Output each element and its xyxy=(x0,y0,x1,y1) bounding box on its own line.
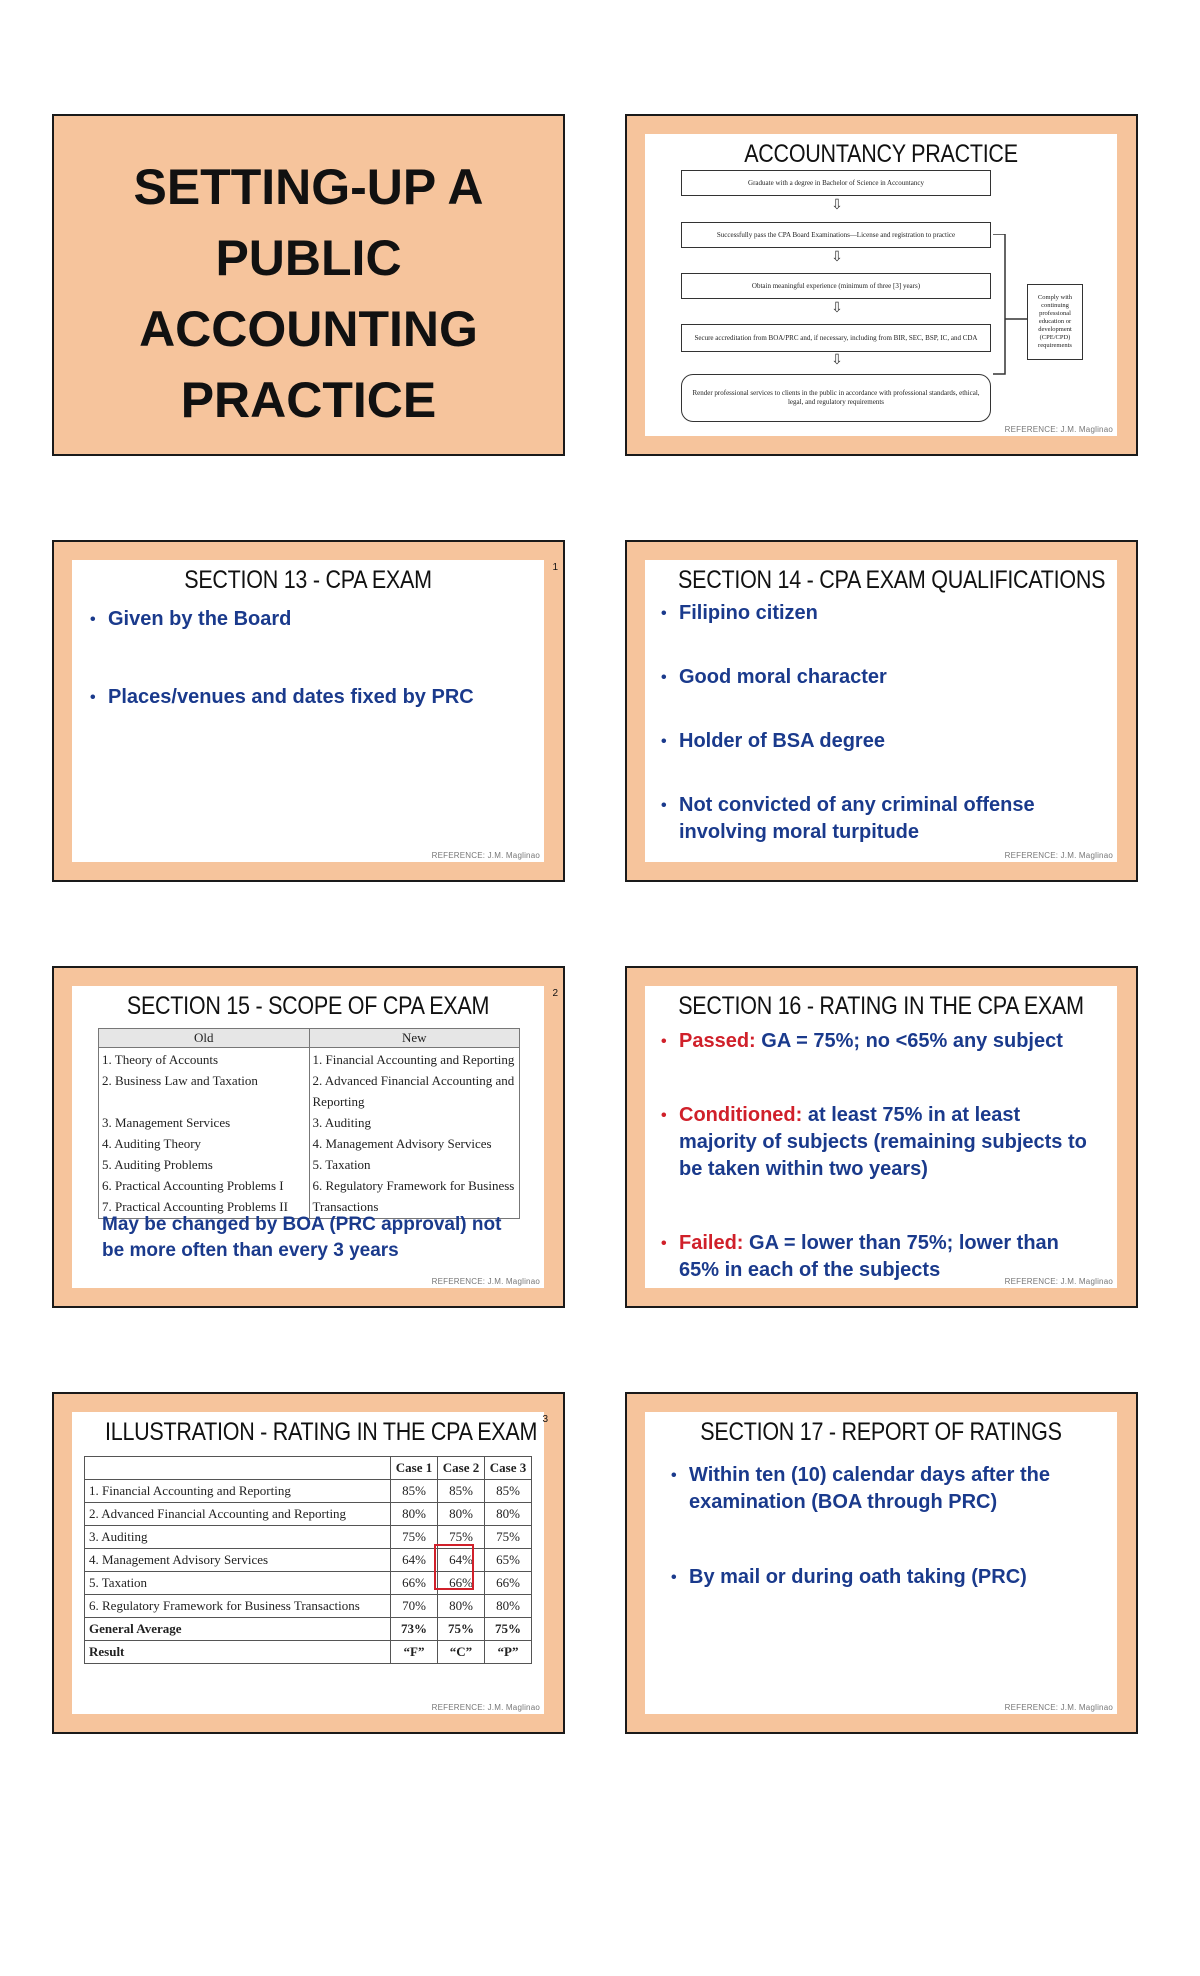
summary-label: Result xyxy=(85,1641,391,1664)
reference-note: REFERENCE: J.M. Maglinao xyxy=(1004,1277,1113,1286)
slide-section-13 xyxy=(52,540,565,882)
list-item: 6. Practical Accounting Problems I xyxy=(102,1178,284,1193)
slide-content xyxy=(72,1412,548,1714)
reference-note: REFERENCE: J.M. Maglinao xyxy=(431,1277,540,1286)
table-header: Old xyxy=(99,1029,310,1048)
slide-cover xyxy=(52,114,565,456)
slide-content xyxy=(645,986,1117,1288)
reference-note: REFERENCE: J.M. Maglinao xyxy=(1004,851,1113,860)
rating-label: Passed: xyxy=(679,1030,756,1052)
score-cell: 85% xyxy=(438,1480,485,1503)
score-cell: 80% xyxy=(485,1595,532,1618)
score-cell: 73% xyxy=(391,1618,438,1641)
score-cell: 80% xyxy=(391,1503,438,1526)
slide-title: SECTION 14 - CPA EXAM QUALIFICATIONS xyxy=(678,566,1106,594)
slide-rating-illustration xyxy=(52,1392,565,1734)
subject-cell: 5. Taxation xyxy=(85,1572,391,1595)
reference-note: REFERENCE: J.M. Maglinao xyxy=(1004,1703,1113,1712)
slide-section-17 xyxy=(625,1392,1138,1734)
list-item: • Within ten (10) calendar days after the examination (BOA through PRC) xyxy=(667,1462,1097,1516)
result-cell: “F” xyxy=(391,1641,438,1664)
scope-table xyxy=(98,1028,520,1219)
bullet-list xyxy=(667,1462,1097,1591)
subject-cell: 6. Regulatory Framework for Business Transactions xyxy=(85,1595,391,1618)
score-cell: 80% xyxy=(438,1595,485,1618)
result-cell: “P” xyxy=(485,1641,532,1664)
slide-content xyxy=(72,986,558,1288)
cover-title-line: PUBLIC xyxy=(215,230,402,286)
slide-title: ACCOUNTANCY PRACTICE xyxy=(744,140,1018,168)
score-cell: 75% xyxy=(438,1618,485,1641)
list-item-passed xyxy=(657,1028,1097,1055)
slide-content xyxy=(645,560,1117,862)
cover-title-line: ACCOUNTING xyxy=(139,301,478,357)
rating-label: Conditioned: xyxy=(679,1104,803,1126)
list-item: • Given by the Board xyxy=(86,606,526,633)
score-cell: 75% xyxy=(391,1526,438,1549)
old-subjects-cell xyxy=(99,1048,310,1219)
subject-cell: 3. Auditing xyxy=(85,1526,391,1549)
bullet-list xyxy=(657,1028,1097,1284)
table-row-result xyxy=(85,1641,532,1664)
table-row-average xyxy=(85,1618,532,1641)
list-item: • Places/venues and dates fixed by PRC xyxy=(86,684,526,711)
rating-text: GA = lower than 75%; lower than 65% in each of the subjects xyxy=(679,1232,1059,1281)
cover-title xyxy=(54,152,563,436)
cover-title-line: SETTING-UP A xyxy=(133,159,484,215)
list-item: 1. Financial Accounting and Reporting xyxy=(312,1052,515,1067)
slide-title: SECTION 15 - SCOPE OF CPA EXAM xyxy=(126,992,490,1020)
flow-step-4: Secure accreditation from BOA/PRC and, if necessary, including from BIR, SEC, BSP, IC, and CDA xyxy=(681,324,991,352)
table-header: New xyxy=(309,1029,520,1048)
score-cell: 65% xyxy=(485,1549,532,1572)
list-item-conditioned xyxy=(657,1102,1097,1183)
list-item: 4. Management Advisory Services xyxy=(312,1136,492,1151)
list-item: 5. Taxation xyxy=(312,1157,371,1172)
list-item: 3. Auditing xyxy=(312,1115,372,1130)
score-cell: 75% xyxy=(485,1618,532,1641)
score-cell: 70% xyxy=(391,1595,438,1618)
score-cell: 80% xyxy=(438,1503,485,1526)
list-item: 2. Advanced Financial Accounting and Reporting xyxy=(312,1073,515,1109)
subject-cell: 2. Advanced Financial Accounting and Reporting xyxy=(85,1503,391,1526)
rating-text: at least 75% in at least majority of subjects (remaining subjects to be taken within two years) xyxy=(679,1104,1087,1180)
down-arrow-icon: ⇩ xyxy=(831,299,843,315)
summary-label: General Average xyxy=(85,1618,391,1641)
list-item: • By mail or during oath taking (PRC) xyxy=(667,1564,1097,1591)
list-item: • Not convicted of any criminal offense involving moral turpitude xyxy=(657,792,1077,846)
score-cell: 64% xyxy=(438,1549,485,1572)
scope-note: May be changed by BOA (PRC approval) not be more often than every 3 years xyxy=(102,1214,502,1261)
list-item-failed xyxy=(657,1230,1097,1284)
table-header: Case 3 xyxy=(485,1457,532,1480)
score-cell: 85% xyxy=(485,1480,532,1503)
down-arrow-icon: ⇩ xyxy=(831,248,843,264)
slide-section-14 xyxy=(625,540,1138,882)
page-number: 2 xyxy=(552,988,558,999)
slide-section-15 xyxy=(52,966,565,1308)
rating-label: Failed: xyxy=(679,1232,744,1254)
score-cell: 66% xyxy=(485,1572,532,1595)
table-row xyxy=(85,1503,532,1526)
reference-note: REFERENCE: J.M. Maglinao xyxy=(1004,425,1113,434)
down-arrow-icon: ⇩ xyxy=(831,351,843,367)
score-cell: 85% xyxy=(391,1480,438,1503)
list-item: 1. Theory of Accounts xyxy=(102,1052,219,1067)
page-number: 1 xyxy=(552,562,558,573)
rating-table-wrap xyxy=(84,1456,532,1664)
list-item: 3. Management Services xyxy=(102,1115,231,1130)
score-cell: 75% xyxy=(485,1526,532,1549)
slide-title: ILLUSTRATION - RATING IN THE CPA EXAM xyxy=(105,1418,538,1446)
new-subjects-cell xyxy=(309,1048,520,1219)
bullet-list xyxy=(86,606,526,711)
result-cell: “C” xyxy=(438,1641,485,1664)
list-item: 7. Practical Accounting Problems II xyxy=(102,1199,288,1214)
score-cell: 80% xyxy=(485,1503,532,1526)
cover-title-line: PRACTICE xyxy=(180,372,437,428)
subject-cell: 4. Management Advisory Services xyxy=(85,1549,391,1572)
table-row xyxy=(85,1595,532,1618)
score-cell: 66% xyxy=(438,1572,485,1595)
flow-step-1: Graduate with a degree in Bachelor of Science in Accountancy xyxy=(681,170,991,196)
list-item: • Holder of BSA degree xyxy=(657,728,1077,755)
bullet-list xyxy=(657,600,1077,846)
table-row xyxy=(85,1480,532,1503)
cpe-requirement-note: Comply with continuing professional education or development (CPE/CPD) requirements xyxy=(1027,284,1083,360)
table-header: Case 1 xyxy=(391,1457,438,1480)
slide-section-16 xyxy=(625,966,1138,1308)
list-item: 4. Auditing Theory xyxy=(102,1136,202,1151)
slide-accountancy-practice xyxy=(625,114,1138,456)
bracket-connector xyxy=(991,234,1031,376)
slide-title: SECTION 16 - RATING IN THE CPA EXAM xyxy=(678,992,1084,1020)
highlight-box xyxy=(434,1544,474,1590)
score-cell: 64% xyxy=(391,1549,438,1572)
list-item: • Good moral character xyxy=(657,664,1077,691)
reference-note: REFERENCE: J.M. Maglinao xyxy=(431,1703,540,1712)
rating-text: GA = 75%; no <65% any subject xyxy=(755,1030,1063,1052)
down-arrow-icon: ⇩ xyxy=(831,196,843,212)
reference-note: REFERENCE: J.M. Maglinao xyxy=(431,851,540,860)
table-header xyxy=(85,1457,391,1480)
table-header: Case 2 xyxy=(438,1457,485,1480)
subject-cell: 1. Financial Accounting and Reporting xyxy=(85,1480,391,1503)
slide-content xyxy=(72,560,558,862)
list-item: • Filipino citizen xyxy=(657,600,1077,627)
flow-step-3: Obtain meaningful experience (minimum of three [3] years) xyxy=(681,273,991,299)
list-item: 6. Regulatory Framework for Business Transactions xyxy=(312,1178,515,1214)
page-number: 3 xyxy=(542,1414,548,1425)
slide-content xyxy=(645,134,1117,436)
score-cell: 66% xyxy=(391,1572,438,1595)
slide-title: SECTION 13 - CPA EXAM xyxy=(184,566,432,594)
flow-step-2: Successfully pass the CPA Board Examinations—License and registration to practice xyxy=(681,222,991,248)
flow-step-5: Render professional services to clients in the public in accordance with professional standards, ethical, legal, and regulatory requirements xyxy=(681,374,991,422)
score-cell: 75% xyxy=(438,1526,485,1549)
list-item: 5. Auditing Problems xyxy=(102,1157,213,1172)
list-item: 2. Business Law and Taxation xyxy=(102,1073,258,1088)
slide-content xyxy=(645,1412,1117,1714)
slide-title: SECTION 17 - REPORT OF RATINGS xyxy=(700,1418,1062,1446)
